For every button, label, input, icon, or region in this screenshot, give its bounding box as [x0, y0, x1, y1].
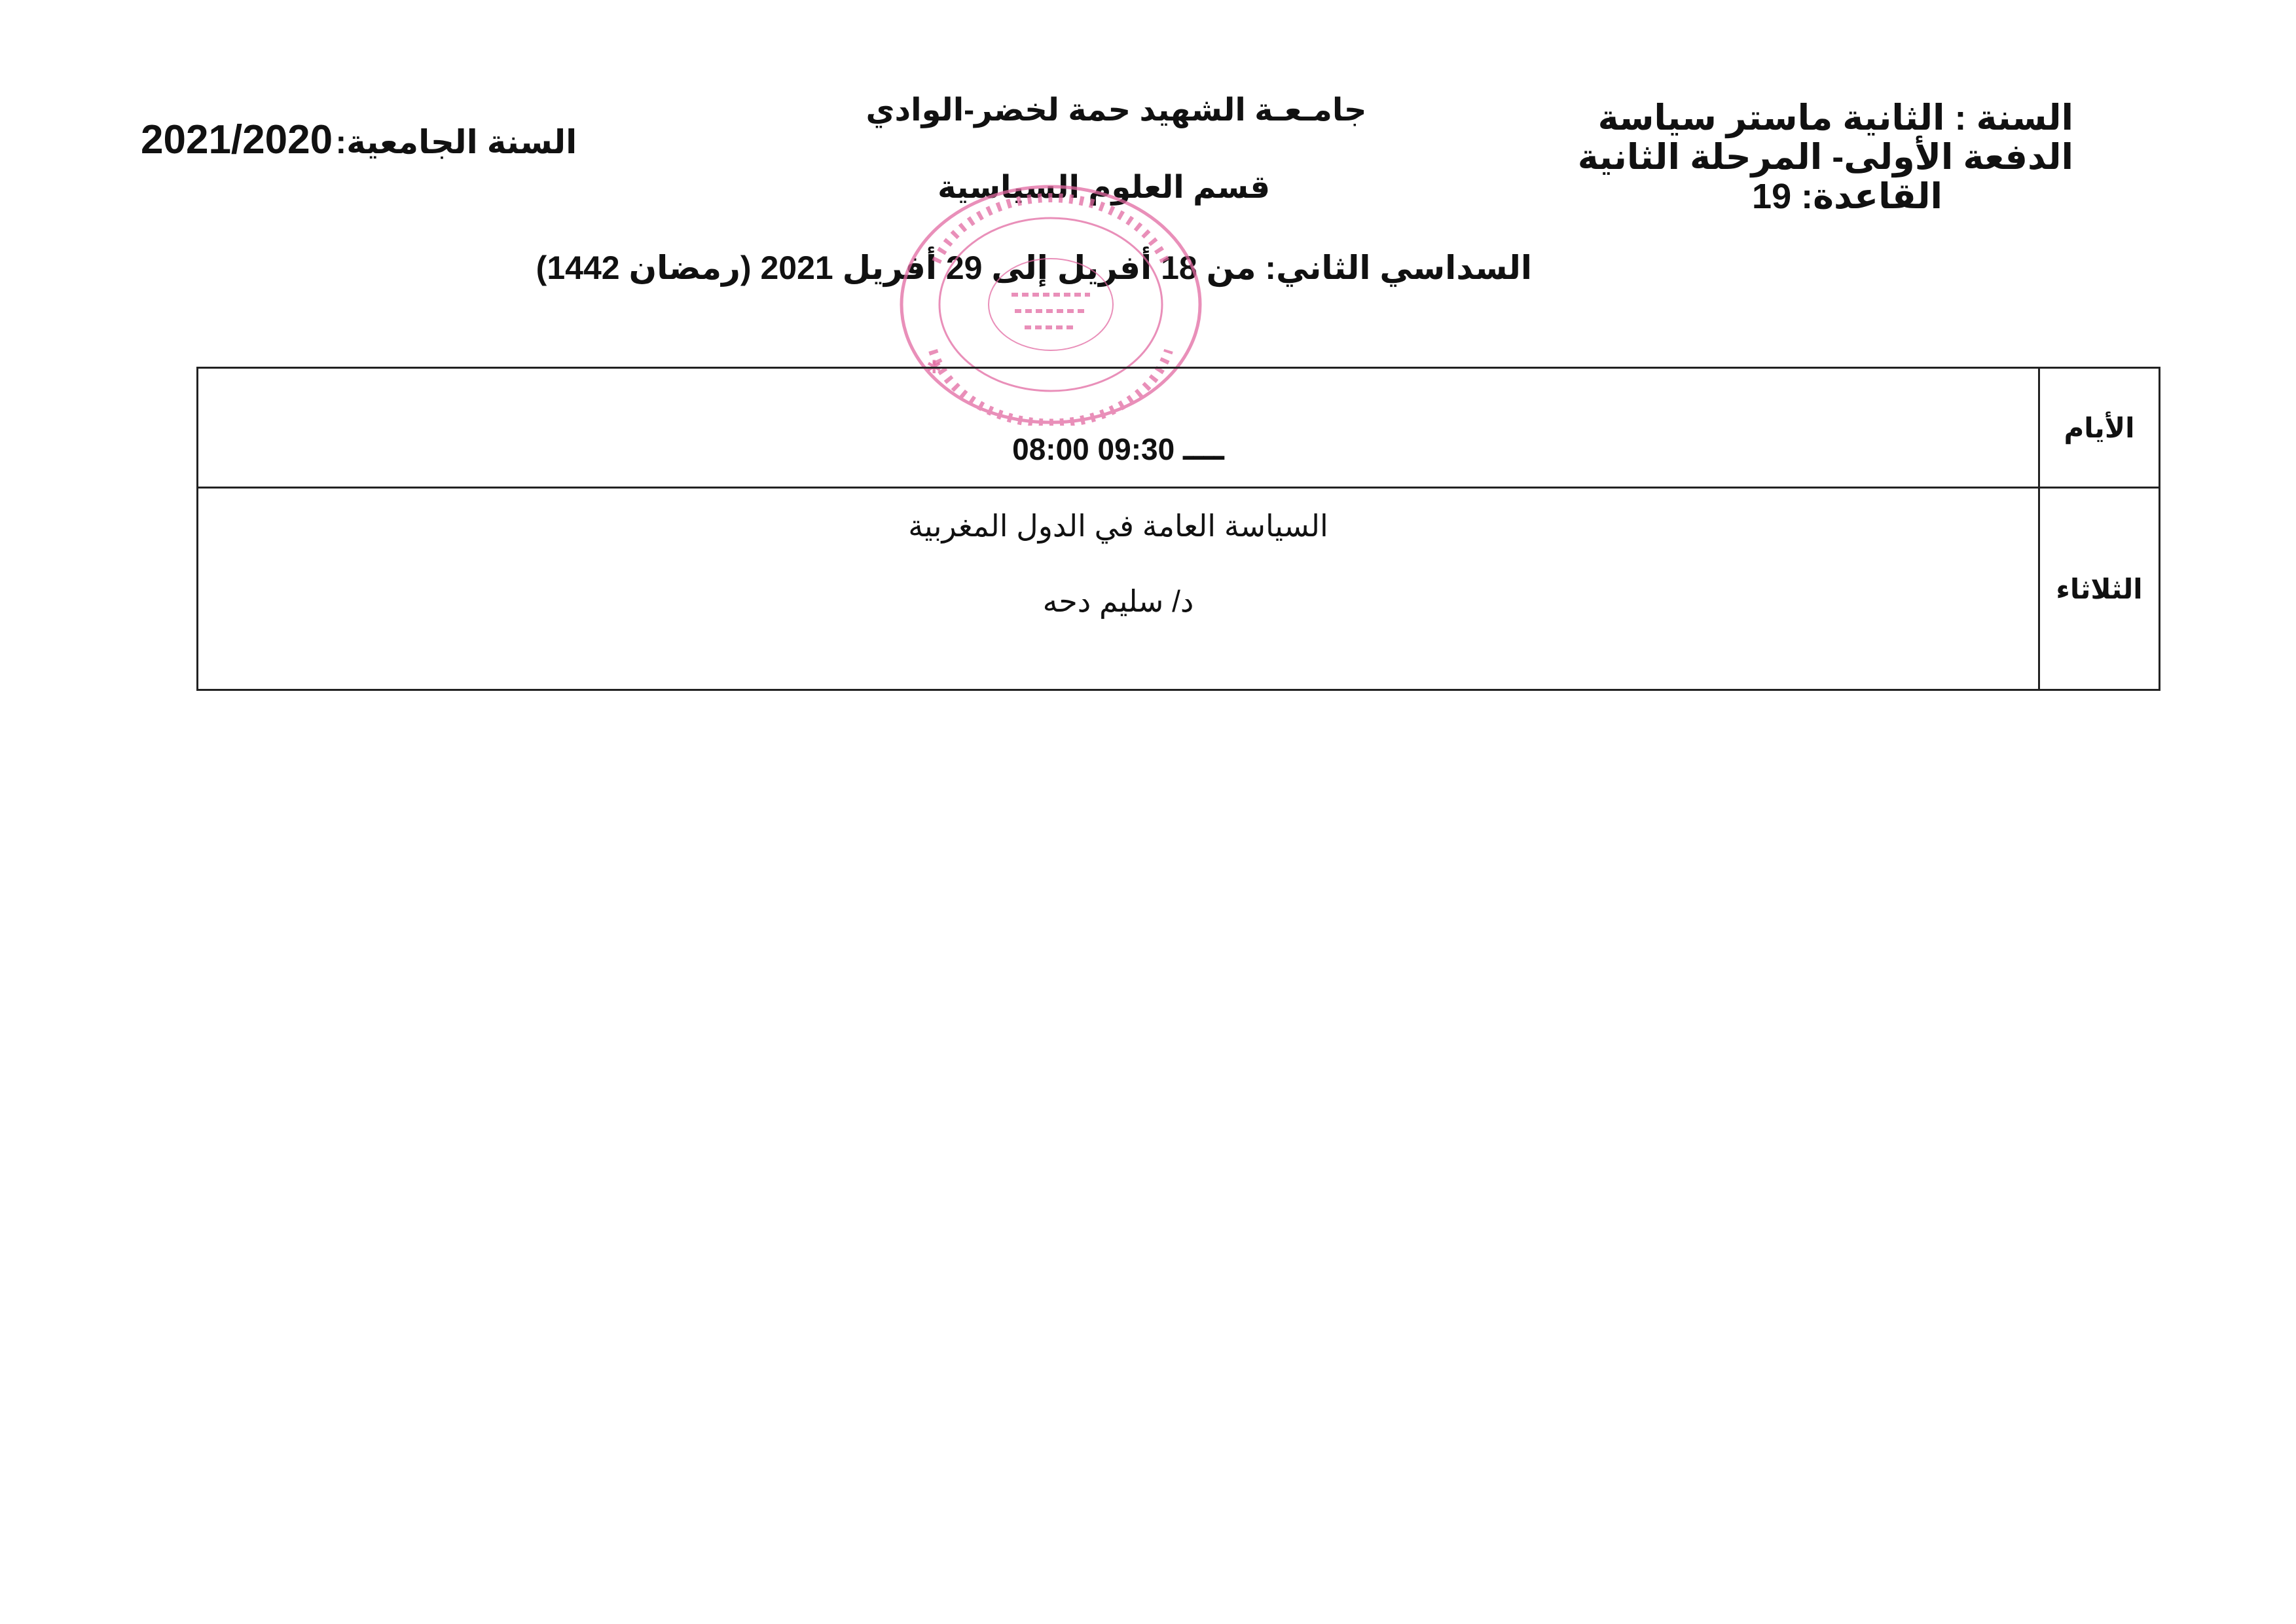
days-column-header: الأيام: [2064, 412, 2135, 443]
day-cell-tuesday: الثلاثاء: [2056, 573, 2143, 604]
semester-period: السداسي الثاني: من 18 أفريل إلى 29 أفريل 2021 (رمضان 1442): [536, 249, 1532, 286]
university-name: جامـعـة الشهيد حمة لخضر-الوادي: [866, 93, 1367, 128]
course-cell: [198, 489, 2038, 689]
academic-year: [141, 117, 577, 163]
time-slot-header: [198, 369, 2038, 487]
svg-text:✱: ✱: [926, 356, 942, 378]
room-line: القاعدة: 19: [1752, 177, 1942, 216]
department-name: قسم العلوم السياسية: [938, 170, 1270, 205]
batch-line: الدفعة الأولى- المرحلة الثانية: [1577, 138, 2073, 177]
academic-year-label: السنة الجامعية:: [335, 124, 577, 160]
schedule-table: [196, 367, 2160, 691]
study-year-line: السنة : الثانية ماستر سياسة: [1597, 98, 2073, 138]
class-info-block: [1578, 98, 2073, 216]
course-teacher: د/ سليم دحه: [1042, 584, 1194, 618]
time-slot-label: 08:00 ــــ 09:30: [1012, 432, 1224, 466]
course-name: السياسة العامة في الدول المغربية: [908, 509, 1328, 543]
academic-year-value: 2021/2020: [141, 117, 333, 162]
